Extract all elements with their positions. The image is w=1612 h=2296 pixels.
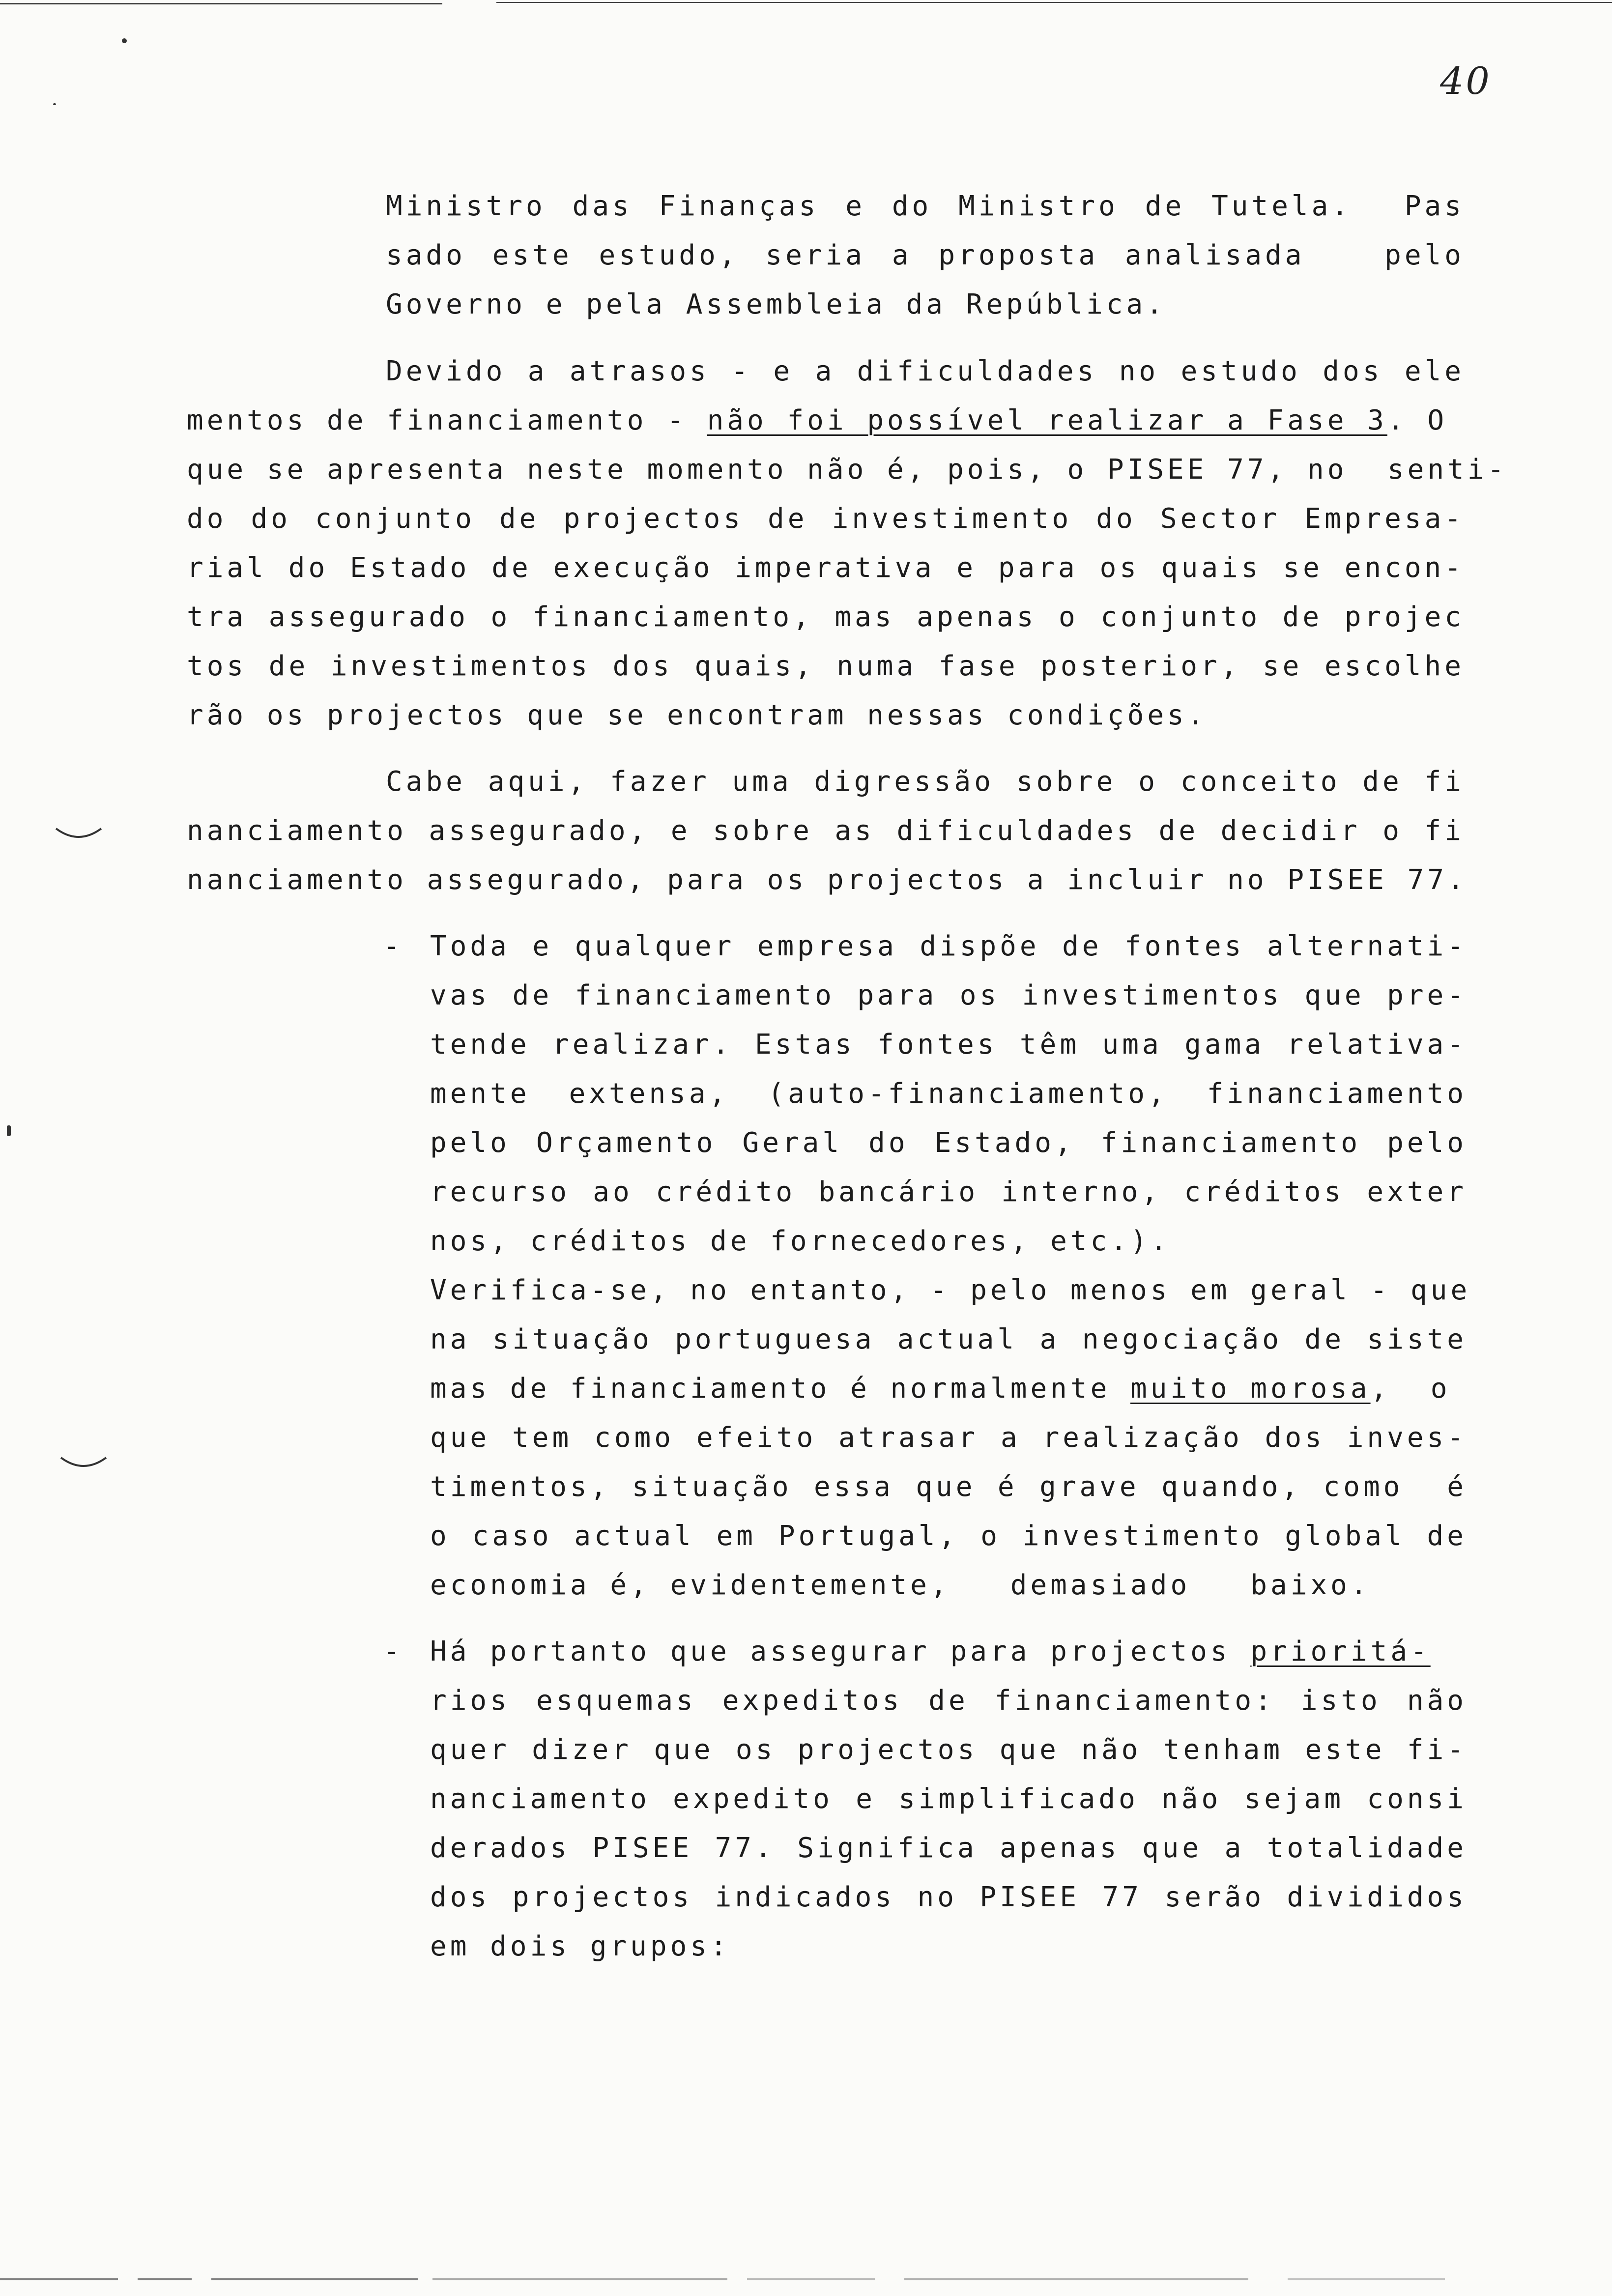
list-item-2-line-7: em dois grupos: [430, 1930, 730, 1962]
list-item-1-line-1: Toda e qualquer empresa dispõe de fontes alternati- [430, 930, 1467, 962]
list-item-1-line-10-tail: , o [1370, 1373, 1451, 1405]
list-item-1-line-10 [430, 1371, 1467, 1406]
paragraph-1-line-3: Governo e pela Assembleia da República. [386, 288, 1166, 320]
list-item-1-line-6: recurso ao crédito bancário interno, créditos exter [430, 1176, 1467, 1208]
list-item-2-bullet: - [383, 1636, 403, 1667]
paragraph-1-line-1: Ministro das Finanças e do Ministro de Tutela. Pas [386, 190, 1465, 222]
paragraph-2-line-6: tra assegurado o financiamento, mas apenas o conjunto de projec [187, 601, 1465, 633]
scan-speck [53, 103, 56, 105]
list-item-1-line-12: timentos, situação essa que é grave quando, como é [430, 1471, 1467, 1503]
list-item-2-line-4: nanciamento expedito e simplificado não sejam consi [430, 1783, 1467, 1815]
paragraph-2-line-4: do do conjunto de projectos de investimento do Sector Empresa- [187, 503, 1465, 535]
underlined-word: prioritá- [1250, 1636, 1431, 1667]
list-item-1-line-2: vas de financiamento para os investimentos que pre- [430, 979, 1467, 1011]
list-item-1-line-11: que tem como efeito atrasar a realização dos inves- [430, 1422, 1467, 1454]
paragraph-2-line-2 [187, 403, 1465, 438]
underlined-phrase: não foi possível realizar a Fase 3 [707, 404, 1387, 436]
list-item-2-line-3: quer dizer que os projectos que não tenham este fi- [430, 1734, 1467, 1766]
scan-speck [122, 38, 127, 43]
list-item-2-line-5: derados PISEE 77. Significa apenas que a totalidade [430, 1832, 1467, 1864]
list-item-1-line-8: Verifica-se, no entanto, - pelo menos em geral - que [430, 1274, 1471, 1306]
scan-bottom-edge [0, 2278, 1612, 2283]
underlined-phrase: muito morosa [1130, 1373, 1371, 1405]
list-item-1-line-13: o caso actual em Portugal, o investimento global de [430, 1520, 1467, 1552]
list-item-2-line-2: rios esquemas expeditos de financiamento: isto não [430, 1685, 1467, 1717]
punch-hole-mark [54, 826, 103, 845]
paragraph-2-line-2-lead: mentos de financiamento - [187, 404, 707, 436]
paragraph-2-line-3: que se apresenta neste momento não é, pois, o PISEE 77, no senti- [187, 454, 1508, 486]
paragraph-2-line-2-tail: . O [1387, 404, 1448, 436]
list-item-2-line-1 [430, 1634, 1467, 1669]
list-item-1-line-3: tende realizar. Estas fontes têm uma gama relativa- [430, 1029, 1467, 1061]
scan-speck [7, 1125, 11, 1136]
list-item-1-bullet: - [383, 930, 403, 962]
paragraph-3-line-1: Cabe aqui, fazer uma digressão sobre o conceito de fi [386, 766, 1465, 798]
punch-hole-mark [59, 1455, 108, 1474]
paragraph-2-line-1: Devido a atrasos - e a dificuldades no estudo dos ele [386, 355, 1465, 387]
list-item-1-line-4: mente extensa, (auto-financiamento, financiamento [430, 1078, 1467, 1110]
list-item-1-line-10-lead: mas de financiamento é normalmente [430, 1373, 1131, 1405]
paragraph-2-line-8: rão os projectos que se encontram nessas condições. [187, 699, 1208, 731]
list-item-2-line-6: dos projectos indicados no PISEE 77 serão divididos [430, 1881, 1467, 1913]
page-number: 40 [1440, 59, 1492, 103]
paragraph-1-line-2: sado este estudo, seria a proposta analisada pelo [386, 239, 1465, 271]
list-item-2-line-1-lead: Há portanto que assegurar para projectos [430, 1636, 1251, 1667]
paragraph-2-line-7: tos de investimentos dos quais, numa fase posterior, se escolhe [187, 650, 1465, 682]
paragraph-2-line-5: rial do Estado de execução imperativa e para os quais se encon- [187, 552, 1465, 584]
list-item-1-line-9: na situação portuguesa actual a negociação de siste [430, 1323, 1467, 1355]
list-item-1-line-7: nos, créditos de fornecedores, etc.). [430, 1225, 1171, 1257]
list-item-1-line-5: pelo Orçamento Geral do Estado, financiamento pelo [430, 1127, 1467, 1159]
paragraph-3-line-2: nanciamento assegurado, e sobre as dificuldades de decidir o fi [187, 815, 1465, 847]
scan-top-edge [0, 3, 1612, 5]
paragraph-3-line-3: nanciamento assegurado, para os projectos a incluir no PISEE 77. [187, 864, 1468, 896]
list-item-1-line-14: economia é, evidentemente, demasiado baixo. [430, 1569, 1371, 1601]
